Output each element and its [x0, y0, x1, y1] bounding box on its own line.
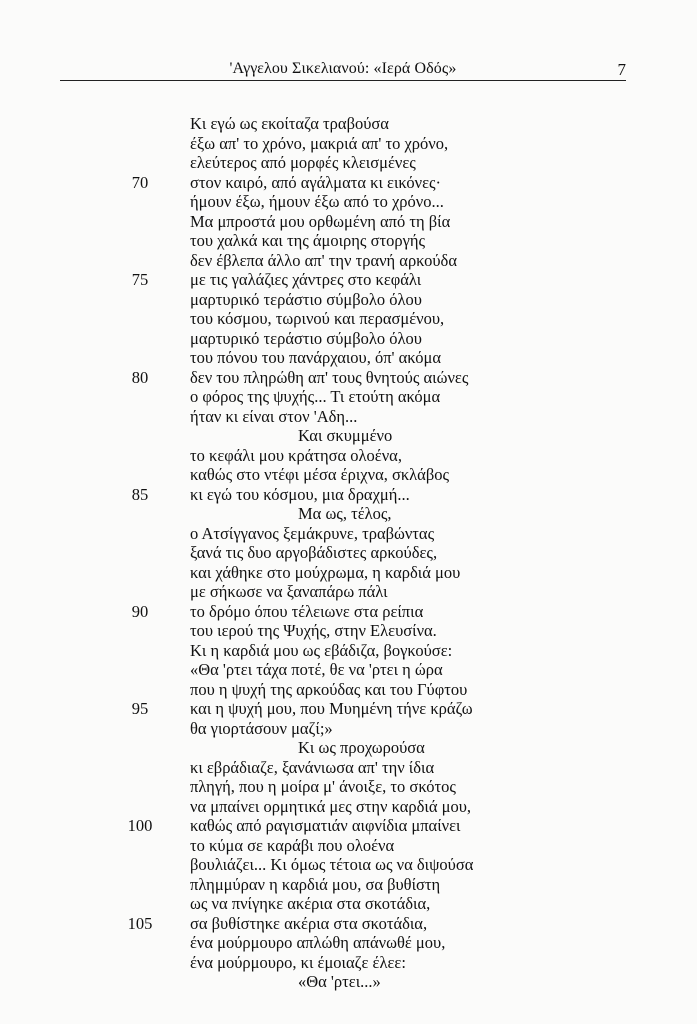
- poem-line: [0, 251, 697, 271]
- verse-text: Κι εγώ ως εκοίταζα τραβούσα: [190, 114, 389, 133]
- page-number: 7: [617, 60, 626, 79]
- verse-text: το δρόμο όπου τέλειωνε στα ρείπια: [190, 601, 424, 621]
- verse-text: το κεφάλι μου κράτησα ολοένα,: [190, 445, 402, 465]
- poem-line: [0, 797, 697, 817]
- line-number: 105: [127, 913, 153, 933]
- poem-line: [0, 309, 697, 329]
- poem-line: [0, 953, 697, 973]
- poem-line: [0, 231, 697, 251]
- verse-text: πληγή, που η μοίρα μ' άνοιξε, το σκότος: [190, 777, 456, 796]
- verse-text: ξανά τις δυο αργοβάδιστες αρκούδες,: [190, 543, 438, 562]
- poem-body: [0, 114, 697, 992]
- verse-text: και χάθηκε στο μούχρωμα, η καρδιά μου: [190, 562, 461, 582]
- poem-line: [0, 738, 697, 758]
- poem-line: [0, 114, 697, 134]
- line-number: 90: [131, 601, 149, 621]
- poem-line: [0, 641, 697, 661]
- poem-line: [0, 504, 697, 524]
- verse-text: «Θα 'ρτει...»: [298, 972, 381, 991]
- verse-text: μαρτυρικό τεράστιο σύμβολο όλου: [190, 289, 422, 309]
- verse-text: μαρτυρικό τεράστιο σύμβολο όλου: [190, 328, 422, 348]
- poem-line: [0, 153, 697, 173]
- poem-line: [0, 777, 697, 797]
- verse-text: θα γιορτάσουν μαζί;»: [190, 718, 333, 738]
- verse-text: πλημμύραν η καρδιά μου, σα βυθίστη: [190, 874, 441, 894]
- verse-text: δεν του πληρώθη απ' τους θνητούς αιώνες: [190, 367, 469, 387]
- poem-line: [0, 270, 697, 290]
- header-rule: [60, 80, 626, 81]
- running-head: [60, 60, 626, 82]
- poem-line: [0, 660, 697, 680]
- poem-line: [0, 465, 697, 485]
- poem-line: [0, 602, 697, 622]
- poem-line: [0, 173, 697, 193]
- poem-line: [0, 914, 697, 934]
- poem-line: [0, 368, 697, 388]
- poem-line: [0, 524, 697, 544]
- verse-text: του πόνου του πανάρχαιου, όπ' ακόμα: [190, 348, 441, 367]
- poem-line: [0, 758, 697, 778]
- verse-text: ως να πνίγηκε ακέρια στα σκοτάδια,: [190, 894, 431, 913]
- verse-text: Και σκυμμένο: [298, 426, 393, 445]
- poem-line: [0, 582, 697, 602]
- verse-text: έξω απ' το χρόνο, μακριά απ' το χρόνο,: [190, 133, 449, 153]
- poem-line: [0, 680, 697, 700]
- verse-text: το κύμα σε καράβι που ολοένα: [190, 835, 395, 855]
- verse-text: ο φόρος της ψυχής... Τι ετούτη ακόμα: [190, 387, 441, 406]
- poem-line: [0, 933, 697, 953]
- verse-text: ήμουν έξω, ήμουν έξω από το χρόνο...: [190, 192, 444, 211]
- poem-line: [0, 621, 697, 641]
- verse-text: του χαλκά και της άμοιρης στοργής: [190, 231, 426, 250]
- verse-text: και η ψυχή μου, που Μυημένη τήνε κράζω: [190, 699, 473, 718]
- poem-line: [0, 972, 697, 992]
- poem-line: [0, 855, 697, 875]
- line-number: 75: [131, 270, 149, 289]
- poem-line: [0, 699, 697, 719]
- verse-text: ένα μούρμουρο, κι έμοιαζε έλεε:: [190, 952, 406, 972]
- verse-text: σα βυθίστηκε ακέρια στα σκοτάδια,: [190, 913, 428, 933]
- verse-text: που η ψυχή της αρκούδας και του Γύφτου: [190, 679, 468, 699]
- line-number: 80: [131, 367, 149, 387]
- verse-text: του ιερού της Ψυχής, στην Ελευσίνα.: [190, 621, 437, 640]
- verse-text: ένα μούρμουρο απλώθη απάνωθέ μου,: [190, 933, 446, 952]
- verse-text: στον καιρό, από αγάλματα κι εικόνες·: [190, 172, 442, 192]
- poem-line: [0, 329, 697, 349]
- poem-line: [0, 407, 697, 427]
- verse-text: Μα μπροστά μου ορθωμένη από τη βία: [190, 211, 451, 231]
- poem-line: [0, 446, 697, 466]
- poem-line: [0, 192, 697, 212]
- verse-text: Κι η καρδιά μου ως εβάδιζα, βογκούσε:: [190, 640, 453, 660]
- line-number: 95: [131, 699, 149, 718]
- line-number: 70: [131, 172, 149, 192]
- verse-text: κι εβράδιαζε, ξανάνιωσα απ' την ίδια: [190, 757, 435, 777]
- verse-text: «Θα 'ρτει τάχα ποτέ, θε να 'ρτει η ώρα: [190, 660, 443, 679]
- verse-text: του κόσμου, τωρινού και περασμένου,: [190, 309, 445, 328]
- poem-line: [0, 816, 697, 836]
- verse-text: ελεύτερος από μορφές κλεισμένες: [190, 153, 416, 172]
- verse-text: βουλιάζει... Κι όμως τέτοια ως να διψούσα: [190, 855, 474, 874]
- poem-line: [0, 134, 697, 154]
- poem-line: [0, 348, 697, 368]
- line-number: 85: [131, 484, 149, 504]
- verse-text: ήταν κι είναι στον 'Αδη...: [190, 406, 358, 426]
- verse-text: Μα ως, τέλος,: [298, 504, 392, 523]
- poem-line: [0, 894, 697, 914]
- verse-text: ο Ατσίγγανος ξεμάκρυνε, τραβώντας: [190, 523, 435, 543]
- poem-line: [0, 290, 697, 310]
- poem-line: [0, 563, 697, 583]
- poem-line: [0, 719, 697, 739]
- running-title: 'Αγγελου Σικελιανού: «Ιερά Οδός»: [229, 60, 457, 77]
- verse-text: με σήκωσε να ξαναπάρω πάλι: [190, 582, 388, 601]
- verse-text: δεν έβλεπα άλλο απ' την τρανή αρκούδα: [190, 250, 457, 270]
- verse-text: καθώς στο ντέφι μέσα έριχνα, σκλάβος: [190, 465, 449, 484]
- poem-line: [0, 543, 697, 563]
- poem-line: [0, 485, 697, 505]
- verse-text: κι εγώ του κόσμου, μια δραχμή...: [190, 484, 410, 504]
- verse-text: Κι ως προχωρούσα: [298, 738, 425, 757]
- verse-text: με τις γαλάζιες χάντρες στο κεφάλι: [190, 270, 422, 289]
- line-number: 100: [127, 816, 153, 835]
- poem-line: [0, 212, 697, 232]
- poem-line: [0, 387, 697, 407]
- poem-line: [0, 875, 697, 895]
- poem-line: [0, 426, 697, 446]
- verse-text: καθώς από ραγισματιάν αιφνίδια μπαίνει: [190, 816, 461, 835]
- poem-line: [0, 836, 697, 856]
- verse-text: να μπαίνει ορμητικά μες στην καρδιά μου,: [190, 796, 472, 816]
